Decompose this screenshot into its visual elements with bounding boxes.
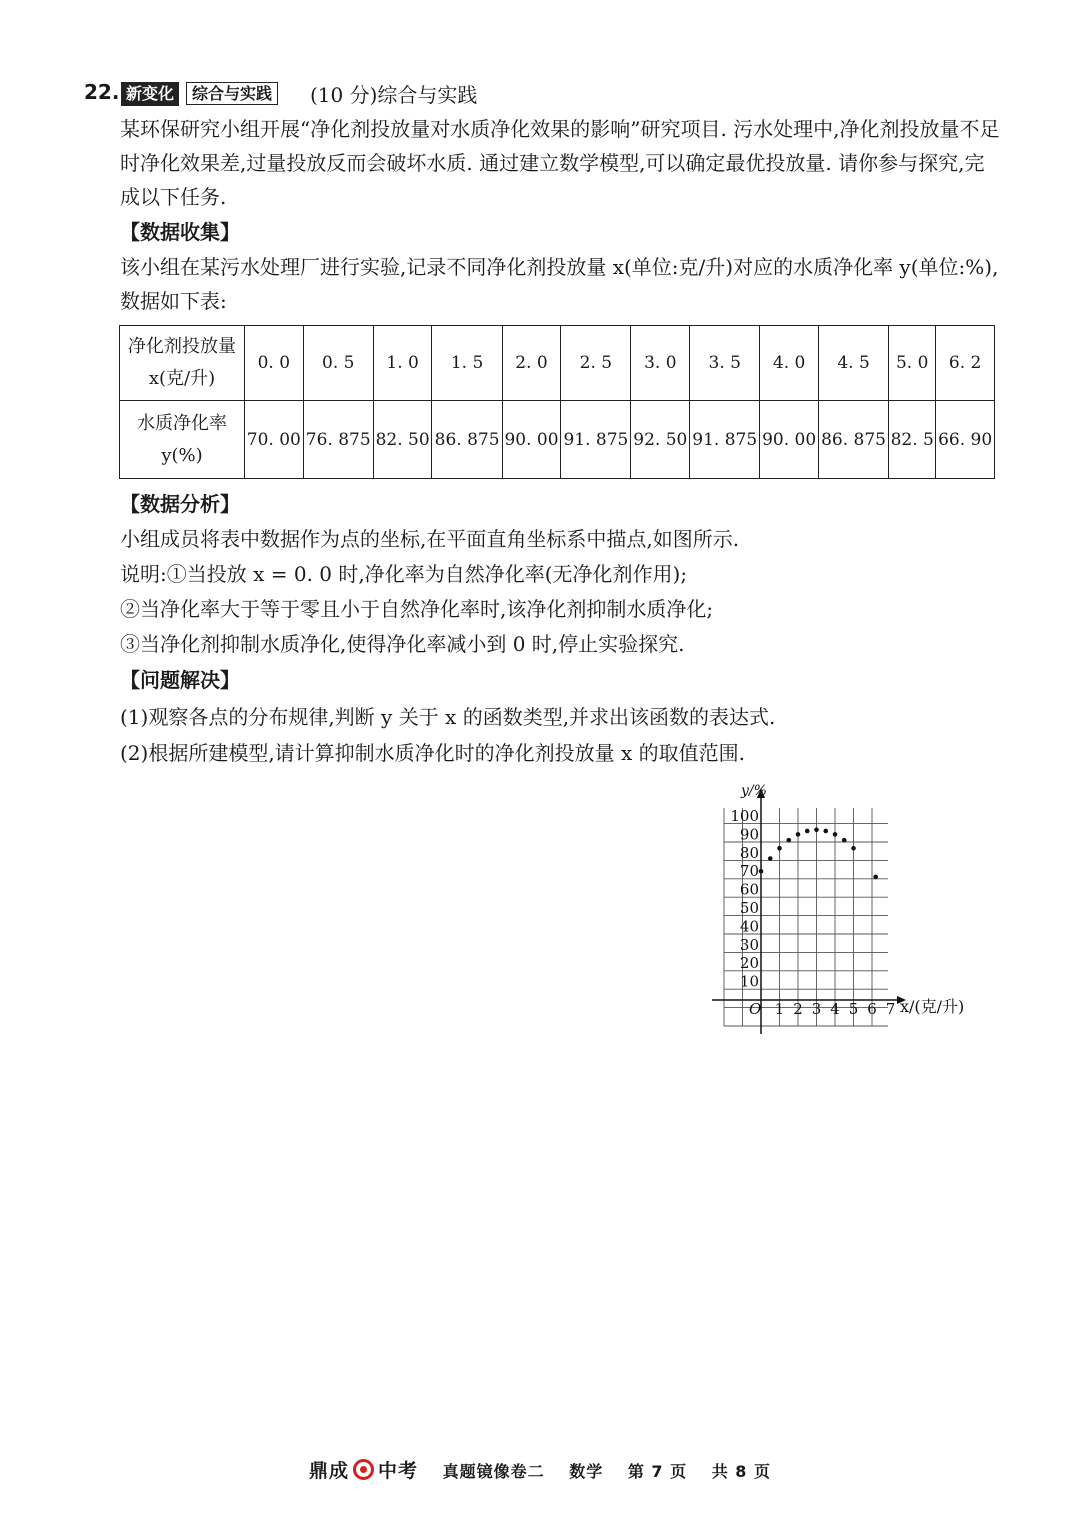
table-cell: 6. 2 (936, 326, 995, 401)
table-cell: 70. 00 (245, 401, 304, 479)
question-header: (10 分)综合与实践 (310, 83, 478, 107)
data-point (768, 856, 773, 861)
data-point (873, 875, 878, 880)
footer-total: 共 8 页 (711, 1462, 771, 1481)
x-tick-label: 7 (885, 1000, 896, 1018)
data-point (842, 838, 847, 843)
data-point (759, 869, 764, 874)
x-tick-label: 5 (848, 1000, 859, 1018)
table-cell: 0. 5 (303, 326, 373, 401)
data-point (851, 846, 856, 851)
table-cell: 91. 875 (690, 401, 760, 479)
table-cell: 3. 0 (631, 326, 690, 401)
table-cell: 76. 875 (303, 401, 373, 479)
table-header-x (120, 326, 245, 401)
collect-paragraph: 该小组在某污水处理厂进行实验,记录不同净化剂投放量 x(单位:克/升)对应的水质净化率 y(单位:%),数据如下表: (120, 255, 999, 313)
data-point (777, 846, 782, 851)
header-y-line2: y(%) (161, 444, 203, 466)
x-axis-label: x/(克/升) (900, 997, 965, 1016)
table-header-y (120, 401, 245, 479)
y-tick-label: 90 (739, 825, 759, 844)
x-tick-label: 4 (830, 1000, 840, 1018)
footer-page: 第 7 页 (627, 1462, 688, 1481)
table-row-y (120, 401, 995, 479)
header-x-line2: x(克/升) (148, 368, 216, 389)
table-cell: 5. 0 (889, 326, 936, 401)
table-cell: 82. 5 (889, 401, 936, 479)
table-cell: 2. 0 (502, 326, 561, 401)
section-data-collection: 【数据收集】 (120, 220, 240, 244)
analysis-line: ②当净化率大于等于零且小于自然净化率时,该净化剂抑制水质净化; (120, 597, 714, 621)
analysis-line: 小组成员将表中数据作为点的坐标,在平面直角坐标系中描点,如图所示. (120, 527, 740, 551)
table-cell: 1. 0 (373, 326, 432, 401)
y-tick-label: 50 (739, 899, 759, 917)
table-cell: 90. 00 (760, 401, 819, 479)
data-point (805, 829, 810, 834)
x-tick-label: 6 (867, 1000, 877, 1018)
section-data-analysis: 【数据分析】 (120, 492, 240, 516)
x-tick-label: 2 (793, 1000, 803, 1018)
y-tick-label: 60 (739, 880, 759, 899)
question-number: 22. (84, 80, 120, 104)
table-cell: 66. 90 (936, 401, 995, 479)
y-tick-label: 40 (739, 917, 759, 936)
y-tick-label: 30 (739, 935, 759, 954)
table-cell: 4. 5 (818, 326, 888, 401)
data-table (119, 325, 995, 479)
brand-right: 中考 (378, 1460, 419, 1482)
data-point (833, 832, 838, 837)
table-cell: 91. 875 (561, 401, 631, 479)
brand-logo-icon (353, 1459, 374, 1480)
header-x-line1: 净化剂投放量 (128, 336, 236, 357)
y-tick-label: 10 (739, 972, 759, 991)
y-tick-label: 80 (739, 843, 759, 862)
x-tick-label: 1 (774, 1000, 785, 1018)
table-cell: 0. 0 (245, 326, 304, 401)
table-cell: 86. 875 (432, 401, 502, 479)
analysis-line: 说明:①当投放 x = 0. 0 时,净化率为自然净化率(无净化剂作用); (120, 562, 688, 586)
y-axis-label: y/% (741, 783, 767, 799)
tag-question-type: 综合与实践 (186, 82, 278, 105)
section-problem-solving: 【问题解决】 (120, 668, 240, 692)
y-tick-label: 20 (739, 954, 759, 973)
x-tick-label: 3 (811, 1000, 822, 1018)
brand-left: 鼎成 (309, 1460, 350, 1482)
origin-label: O (749, 1000, 762, 1018)
table-cell: 2. 5 (561, 326, 631, 401)
y-tick-label: 100 (730, 807, 759, 825)
table-cell: 3. 5 (690, 326, 760, 401)
header-y-line1: 水质净化率 (137, 412, 227, 434)
footer-subject: 数学 (569, 1462, 604, 1481)
solve-line: (2)根据所建模型,请计算抑制水质净化时的净化剂投放量 x 的取值范围. (120, 741, 746, 765)
table-cell: 86. 875 (818, 401, 888, 479)
data-point (786, 838, 791, 843)
table-row-x (120, 326, 995, 401)
table-cell: 1. 5 (432, 326, 502, 401)
y-tick-label: 70 (739, 862, 759, 881)
table-cell: 4. 0 (760, 326, 819, 401)
table-cell: 82. 50 (373, 401, 432, 479)
data-point (814, 828, 819, 833)
page-footer (0, 1456, 1080, 1483)
table-cell: 90. 00 (502, 401, 561, 479)
intro-paragraph: 某环保研究小组开展“净化剂投放量对水质净化效果的影响”研究项目. 污水处理中,净化剂投放量不足时净化效果差,过量投放反而会破坏水质. 通过建立数学模型,可以确定最优投放量. 请你参与探究,完成以下任务. (120, 117, 1000, 209)
table-cell: 92. 50 (631, 401, 690, 479)
footer-series: 真题镜像卷二 (442, 1462, 545, 1481)
tag-new-change: 新变化 (121, 82, 179, 106)
scatter-chart (700, 778, 1000, 1038)
data-point (796, 832, 801, 837)
solve-line: (1)观察各点的分布规律,判断 y 关于 x 的函数类型,并求出该函数的表达式. (120, 705, 776, 729)
analysis-line: ③当净化剂抑制水质净化,使得净化率减小到 0 时,停止实验探究. (120, 632, 685, 656)
data-point (823, 829, 828, 834)
